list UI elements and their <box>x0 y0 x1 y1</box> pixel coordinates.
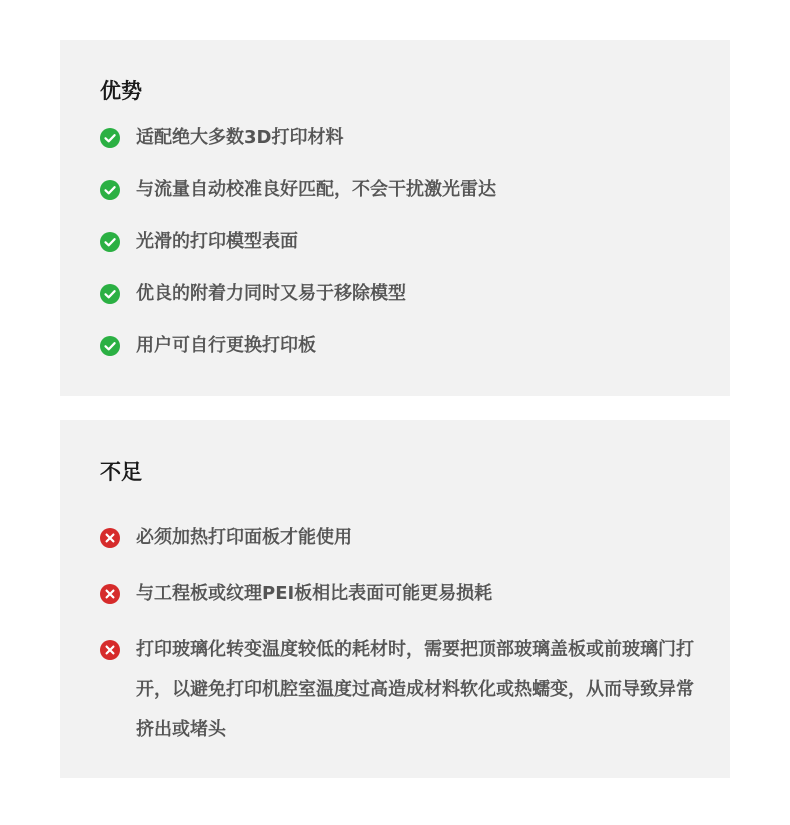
pros-item-text: 与流量自动校准良好匹配，不会干扰激光雷达 <box>136 179 496 200</box>
x-circle-icon <box>100 640 120 660</box>
pros-item <box>100 176 700 228</box>
pros-item-text: 用户可自行更换打印板 <box>136 335 316 356</box>
cons-item-text: 打印玻璃化转变温度较低的耗材时，需要把顶部玻璃盖板或前玻璃门打开，以避免打印机腔室温度过高造成材料软化或热蠕变，从而导致异常挤出或堵头 <box>136 639 694 740</box>
cons-title: 不足 <box>100 460 142 484</box>
pros-list <box>100 124 700 384</box>
pros-item <box>100 124 700 176</box>
check-circle-icon <box>100 336 120 356</box>
pros-item-text: 光滑的打印模型表面 <box>136 231 298 252</box>
cons-item <box>100 630 700 750</box>
check-circle-icon <box>100 180 120 200</box>
cons-item-text: 与工程板或纹理PEI板相比表面可能更易损耗 <box>136 583 493 604</box>
x-circle-icon <box>100 584 120 604</box>
pros-item-text: 适配绝大多数3D打印材料 <box>136 127 344 148</box>
check-circle-icon <box>100 284 120 304</box>
cons-card <box>60 420 730 778</box>
cons-item <box>100 518 700 558</box>
pros-item <box>100 332 700 384</box>
pros-title: 优势 <box>100 79 142 103</box>
check-circle-icon <box>100 128 120 148</box>
pros-item <box>100 228 700 280</box>
x-circle-icon <box>100 528 120 548</box>
check-circle-icon <box>100 232 120 252</box>
pros-item-text: 优良的附着力同时又易于移除模型 <box>136 283 406 304</box>
pros-item <box>100 280 700 332</box>
cons-item-text: 必须加热打印面板才能使用 <box>136 527 352 548</box>
cons-list <box>100 518 700 766</box>
cons-item <box>100 574 700 614</box>
pros-card <box>60 40 730 396</box>
